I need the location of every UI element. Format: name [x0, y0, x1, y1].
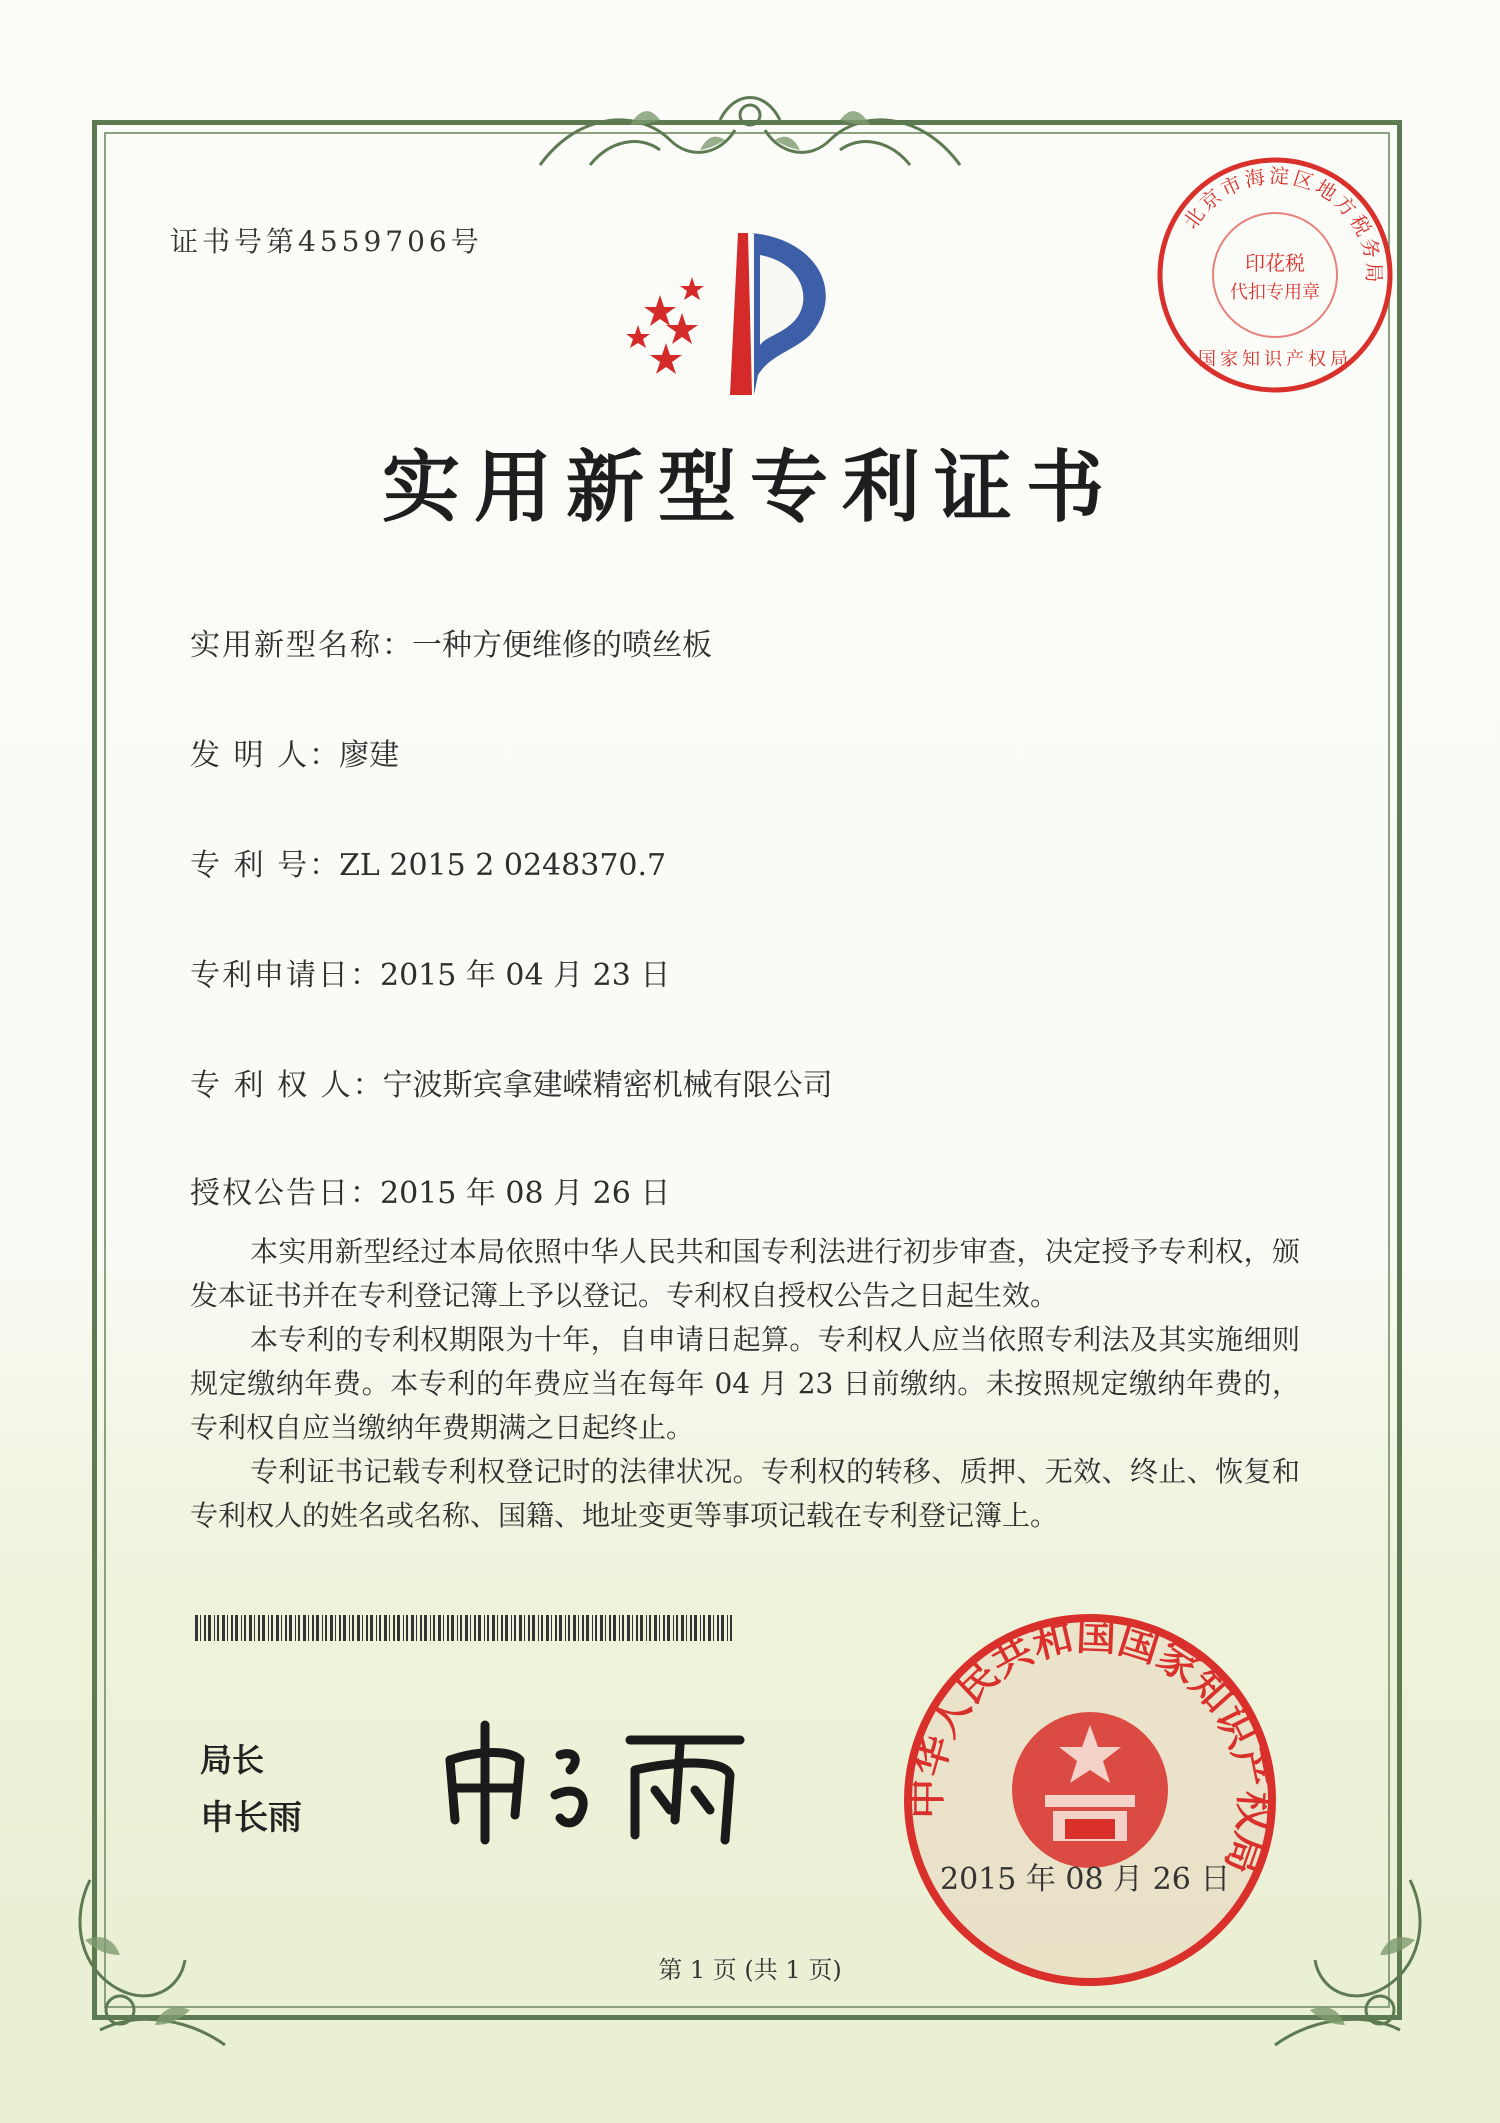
- barcode-bar: [555, 1615, 557, 1641]
- barcode-bar: [438, 1615, 441, 1641]
- barcode-bar: [484, 1615, 485, 1641]
- barcode-bar: [573, 1615, 576, 1641]
- barcode-bar: [406, 1615, 408, 1641]
- barcode-bar: [546, 1615, 549, 1641]
- barcode-bar: [659, 1615, 660, 1641]
- barcode-bar: [595, 1615, 597, 1641]
- barcode-bar: [465, 1615, 468, 1641]
- barcode-bar: [352, 1615, 354, 1641]
- body-paragraph-1: 本实用新型经过本局依照中华人民共和国专利法进行初步审查，决定授予专利权，颁发本证书并在专利登记簿上予以登记。专利权自授权公告之日起生效。: [190, 1235, 1300, 1312]
- barcode-bar: [667, 1615, 670, 1641]
- barcode-bar: [654, 1615, 657, 1641]
- barcode-bar: [586, 1615, 589, 1641]
- tax-stamp-seal: [1150, 150, 1400, 400]
- barcode-bar: [241, 1615, 242, 1641]
- body-paragraph-3: 专利证书记载专利权登记时的法律状况。专利权的转移、质押、无效、终止、恢复和专利权人的姓名或名称、国籍、地址变更等事项记载在专利登记簿上。: [190, 1455, 1300, 1532]
- barcode-bar: [649, 1615, 651, 1641]
- svg-text:印花税: 印花税: [1245, 251, 1305, 275]
- barcode-bar: [325, 1615, 327, 1641]
- barcode-bar: [487, 1615, 489, 1641]
- barcode-bar: [451, 1615, 454, 1641]
- barcode-bar: [592, 1615, 593, 1641]
- barcode-bar: [316, 1615, 319, 1641]
- page-number: 第 1 页 (共 1 页): [658, 1956, 842, 1984]
- barcode-bar: [200, 1615, 201, 1641]
- field-colon: ：: [382, 628, 412, 663]
- barcode-bar: [524, 1615, 525, 1641]
- barcode-bar: [447, 1615, 449, 1641]
- barcode-bar: [730, 1615, 732, 1641]
- barcode-bar: [690, 1615, 692, 1641]
- barcode-bar: [204, 1615, 206, 1641]
- barcode-bar: [231, 1615, 233, 1641]
- barcode-bar: [416, 1615, 417, 1641]
- barcode-bar: [268, 1615, 269, 1641]
- field-value: 一种方便维修的喷丝板: [412, 628, 712, 663]
- barcode-bar: [271, 1615, 273, 1641]
- barcode-bar: [424, 1615, 427, 1641]
- field-label: 专 利 号: [190, 848, 310, 883]
- barcode-bar: [460, 1615, 462, 1641]
- field-value: 廖建: [339, 738, 400, 773]
- barcode-bar: [528, 1615, 530, 1641]
- patent-number-field: [190, 840, 666, 884]
- field-label: 授权公告日: [190, 1176, 350, 1211]
- barcode-bar: [686, 1615, 687, 1641]
- barcode-bar: [349, 1615, 350, 1641]
- barcode-bar: [640, 1615, 643, 1641]
- barcode-bar: [330, 1615, 333, 1641]
- svg-text:北京市海淀区地方税务局: 北京市海淀区地方税务局: [1178, 163, 1387, 286]
- barcode-bar: [497, 1615, 498, 1641]
- barcode-bar: [605, 1615, 606, 1641]
- field-label: 实用新型名称: [190, 628, 382, 663]
- barcode-bar: [222, 1615, 225, 1641]
- barcode-bar: [609, 1615, 611, 1641]
- barcode-bar: [578, 1615, 579, 1641]
- barcode: [195, 1615, 735, 1641]
- barcode-bar: [235, 1615, 238, 1641]
- barcode-bar: [276, 1615, 279, 1641]
- barcode-bar: [538, 1615, 539, 1641]
- certificate-number: 证书号第4559706号: [170, 225, 483, 258]
- barcode-bar: [393, 1615, 395, 1641]
- barcode-bar: [411, 1615, 414, 1641]
- barcode-bar: [673, 1615, 674, 1641]
- barcode-bar: [312, 1615, 314, 1641]
- handwritten-signature: [430, 1700, 760, 1850]
- barcode-bar: [195, 1615, 198, 1641]
- field-value: 2015 年 08 月 26 日: [380, 1176, 671, 1211]
- barcode-bar: [681, 1615, 684, 1641]
- field-colon: ：: [350, 958, 380, 993]
- barcode-bar: [492, 1615, 495, 1641]
- barcode-bar: [420, 1615, 422, 1641]
- barcode-bar: [335, 1615, 336, 1641]
- barcode-bar: [362, 1615, 363, 1641]
- barcode-bar: [366, 1615, 368, 1641]
- barcode-bar: [622, 1615, 624, 1641]
- barcode-bar: [708, 1615, 711, 1641]
- barcode-bar: [457, 1615, 458, 1641]
- barcode-bar: [258, 1615, 260, 1641]
- barcode-bar: [600, 1615, 603, 1641]
- barcode-bar: [308, 1615, 309, 1641]
- field-value: ZL 2015 2 0248370.7: [339, 848, 667, 883]
- barcode-bar: [619, 1615, 620, 1641]
- barcode-bar: [568, 1615, 570, 1641]
- barcode-bar: [433, 1615, 435, 1641]
- barcode-bar: [298, 1615, 300, 1641]
- barcode-bar: [505, 1615, 508, 1641]
- barcode-bar: [636, 1615, 638, 1641]
- barcode-bar: [511, 1615, 512, 1641]
- barcode-bar: [676, 1615, 678, 1641]
- barcode-bar: [227, 1615, 228, 1641]
- barcode-bar: [627, 1615, 630, 1641]
- barcode-bar: [389, 1615, 390, 1641]
- barcode-bar: [214, 1615, 215, 1641]
- seal-date: 2015 年 08 月 26 日: [940, 1862, 1231, 1897]
- barcode-bar: [281, 1615, 282, 1641]
- barcode-bar: [632, 1615, 633, 1641]
- barcode-bar: [376, 1615, 377, 1641]
- field-colon: ：: [352, 1068, 383, 1103]
- barcode-bar: [295, 1615, 296, 1641]
- barcode-bar: [646, 1615, 647, 1641]
- barcode-bar: [514, 1615, 516, 1641]
- national-emblem-icon: [1012, 1712, 1168, 1868]
- barcode-bar: [262, 1615, 265, 1641]
- barcode-bar: [532, 1615, 535, 1641]
- barcode-bar: [403, 1615, 404, 1641]
- barcode-bar: [559, 1615, 562, 1641]
- field-colon: ：: [350, 1176, 380, 1211]
- field-label: 专 利 权 人: [190, 1068, 353, 1103]
- barcode-bar: [208, 1615, 211, 1641]
- barcode-bar: [249, 1615, 252, 1641]
- grant-date-field: [190, 1168, 670, 1212]
- barcode-bar: [343, 1615, 346, 1641]
- barcode-bar: [357, 1615, 360, 1641]
- barcode-bar: [443, 1615, 444, 1641]
- barcode-bar: [541, 1615, 543, 1641]
- certificate-body: [190, 1230, 1300, 1538]
- barcode-bar: [474, 1615, 476, 1641]
- barcode-bar: [582, 1615, 584, 1641]
- barcode-bar: [217, 1615, 219, 1641]
- official-seal: [895, 1605, 1285, 1995]
- field-label: 发 明 人: [190, 738, 310, 773]
- body-paragraph-2: 本专利的专利权期限为十年，自申请日起算。专利权人应当依照专利法及其实施细则规定缴纳年费。本专利的年费应当在每年 04 月 23 日前缴纳。未按照规定缴纳年费的，专利权自应当缴纳年费期满之日起终止。: [190, 1323, 1300, 1444]
- field-value: 宁波斯宾拿建嵘精密机械有限公司: [382, 1068, 833, 1103]
- barcode-bar: [663, 1615, 665, 1641]
- barcode-bar: [379, 1615, 381, 1641]
- top-ornament-icon: [520, 70, 980, 190]
- barcode-bar: [613, 1615, 616, 1641]
- barcode-bar: [700, 1615, 701, 1641]
- certificate-title: 实用新型专利证书: [381, 443, 1118, 533]
- barcode-bar: [244, 1615, 246, 1641]
- barcode-bar: [470, 1615, 471, 1641]
- inventor-field: [190, 730, 399, 774]
- barcode-bar: [430, 1615, 431, 1641]
- barcode-bar: [501, 1615, 503, 1641]
- barcode-bar: [254, 1615, 255, 1641]
- field-colon: ：: [309, 738, 340, 773]
- barcode-bar: [551, 1615, 552, 1641]
- barcode-bar: [397, 1615, 400, 1641]
- barcode-bar: [519, 1615, 522, 1641]
- barcode-bar: [565, 1615, 566, 1641]
- barcode-bar: [339, 1615, 341, 1641]
- barcode-bar: [370, 1615, 373, 1641]
- barcode-bar: [727, 1615, 728, 1641]
- barcode-bar: [713, 1615, 714, 1641]
- field-value: 2015 年 04 月 23 日: [380, 958, 671, 993]
- barcode-bar: [322, 1615, 323, 1641]
- patent-office-logo-icon: [620, 225, 860, 405]
- barcode-bar: [721, 1615, 724, 1641]
- barcode-bar: [289, 1615, 292, 1641]
- barcode-bar: [285, 1615, 287, 1641]
- field-colon: ：: [309, 848, 340, 883]
- signatory-name: 申长雨: [200, 1798, 302, 1838]
- svg-text:代扣专用章: 代扣专用章: [1230, 282, 1320, 303]
- barcode-bar: [384, 1615, 387, 1641]
- signatory-title: 局长: [200, 1741, 265, 1779]
- field-label: 专利申请日: [190, 958, 350, 993]
- barcode-bar: [717, 1615, 719, 1641]
- barcode-bar: [703, 1615, 705, 1641]
- svg-text:中华人民共和国国家知识产权局: 中华人民共和国国家知识产权局: [903, 1613, 1277, 1880]
- svg-text:国家知识产权局: 国家知识产权局: [1198, 349, 1352, 370]
- barcode-bar: [478, 1615, 481, 1641]
- barcode-bar: [694, 1615, 697, 1641]
- utility-model-name-field: [190, 620, 712, 664]
- patentee-field: [190, 1060, 833, 1104]
- barcode-bar: [303, 1615, 306, 1641]
- application-date-field: [190, 950, 670, 994]
